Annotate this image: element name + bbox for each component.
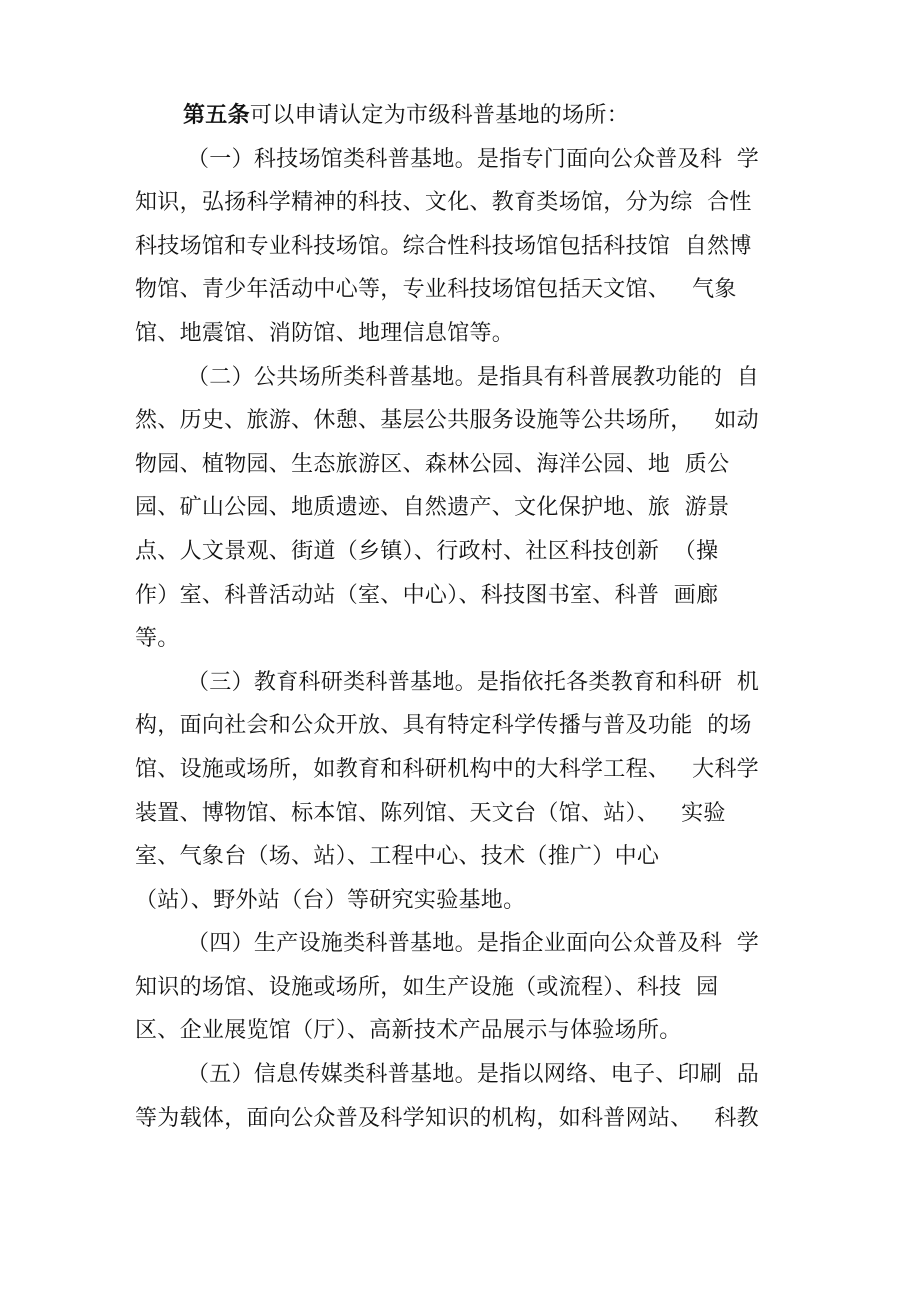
text-line: 区、企业展览馆（厅）、高新技术产品展示与体验场所。: [135, 1018, 682, 1044]
text-line: 园、矿山公园、地质遗迹、自然遗产、文化保护地、旅 游景: [135, 495, 730, 521]
text-line: 室、气象台（场、站）、工程中心、技术（推广）中心: [135, 844, 660, 870]
article-title: 可以申请认定为市级科普基地的场所：: [249, 103, 630, 128]
text-line: 物馆、青少年活动中心等，专业科技场馆包括天文馆、 气象: [135, 277, 737, 303]
text-line: （站）、野外站（台）等研究实验基地。: [135, 887, 526, 913]
text-line: 然、历史、旅游、休憩、基层公共服务设施等公共场所， 如动: [135, 408, 759, 434]
text-line: 科技场馆和专业科技场馆。综合性科技场馆包括科技馆 自然博: [135, 233, 752, 259]
paragraph-lines: [135, 138, 795, 1141]
article-number: 第五条: [183, 103, 250, 128]
text-line: （一）科技场馆类科普基地。是指专门面向公众普及科 学: [187, 146, 760, 172]
text-line: （二）公共场所类科普基地。是指具有科普展教功能的 自: [187, 364, 760, 390]
text-line: 装置、博物馆、标本馆、陈列馆、天文台（馆、站）、 实验: [135, 800, 726, 826]
text-line: 作）室、科普活动站（室、中心）、科技图书室、科普 画廊: [135, 582, 719, 608]
text-line: 馆、设施或场所，如教育和科研机构中的大科学工程、 大科学: [135, 756, 759, 782]
text-line: （三）教育科研类科普基地。是指依托各类教育和科研 机: [187, 669, 760, 695]
document-body: [135, 94, 795, 1140]
text-line: 知识的场馆、设施或场所，如生产设施（或流程）、科技 园: [135, 974, 719, 1000]
text-line: （四）生产设施类科普基地。是指企业面向公众普及科 学: [187, 931, 760, 957]
text-line: 物园、植物园、生态旅游区、森林公园、海洋公园、地 质公: [135, 451, 730, 477]
article-heading: [135, 94, 795, 138]
text-line: 等。: [135, 626, 180, 652]
text-line: 等为载体，面向公众普及科学知识的机构，如科普网站、 科教: [135, 1105, 759, 1131]
text-line: 知识，弘扬科学精神的科技、文化、教育类场馆，分为综 合性: [135, 190, 752, 216]
text-line: 点、人文景观、街道（乡镇）、行政村、社区科技创新 （操: [135, 538, 719, 564]
text-line: 构，面向社会和公众开放、具有特定科学传播与普及功能 的场: [135, 713, 752, 739]
text-line: （五）信息传媒类科普基地。是指以网络、电子、印刷 品: [187, 1062, 760, 1088]
text-line: 馆、地震馆、消防馆、地理信息馆等。: [135, 320, 515, 346]
